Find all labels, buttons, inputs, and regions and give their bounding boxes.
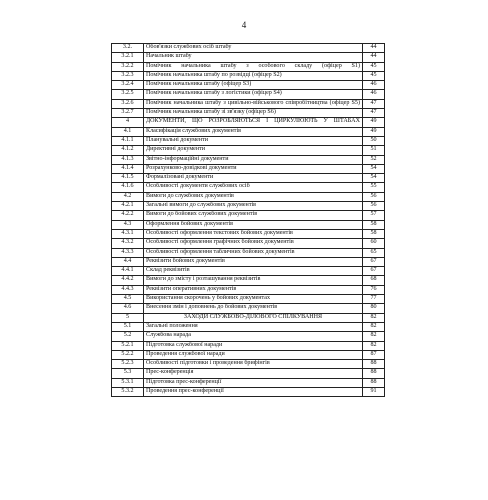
toc-row	[112, 109, 385, 118]
section-number: 3.2.4	[112, 81, 144, 90]
toc-row	[112, 220, 385, 229]
section-number: 4.1.3	[112, 155, 144, 164]
section-title: Помічник начальника штабу з цивільно-військового співробітництва (офіцер S5)	[144, 99, 363, 108]
page-ref: 80	[363, 304, 385, 313]
page-ref: 67	[363, 267, 385, 276]
section-number: 4.2	[112, 192, 144, 201]
section-number: 4.2.1	[112, 202, 144, 211]
section-title: Помічник начальника штабу (офіцер S3)	[144, 81, 363, 90]
page-ref: 44	[363, 44, 385, 53]
toc-row	[112, 174, 385, 183]
page-ref: 56	[363, 202, 385, 211]
toc-row	[112, 71, 385, 80]
section-title: Внесення змін і доповнень до бойових документів	[144, 304, 363, 313]
section-number: 4.1.1	[112, 136, 144, 145]
section-number: 5.1	[112, 322, 144, 331]
section-number: 5.2.2	[112, 350, 144, 359]
page-ref: 82	[363, 332, 385, 341]
table-of-contents	[111, 43, 385, 397]
section-number: 4.6	[112, 304, 144, 313]
page-ref: 65	[363, 248, 385, 257]
toc-row	[112, 304, 385, 313]
section-title: Службова нарада	[144, 332, 363, 341]
page-ref: 51	[363, 146, 385, 155]
page-ref: 88	[363, 369, 385, 378]
toc-row	[112, 53, 385, 62]
toc-row	[112, 164, 385, 173]
section-number: 3.2.3	[112, 71, 144, 80]
section-title: ЗАХОДИ СЛУЖБОВО-ДІЛОВОГО СПІЛКУВАННЯ	[144, 313, 363, 322]
page-ref: 67	[363, 257, 385, 266]
section-number: 4.5	[112, 295, 144, 304]
section-number: 3.2.5	[112, 90, 144, 99]
section-number: 3.2.2	[112, 62, 144, 71]
section-number: 4.3.1	[112, 229, 144, 238]
section-title: Реквізити оперативних документів	[144, 285, 363, 294]
page-ref: 88	[363, 360, 385, 369]
page-ref: 68	[363, 276, 385, 285]
section-title: Підготовка службової наради	[144, 341, 363, 350]
page-number: 4	[241, 20, 247, 30]
section-number: 5.3	[112, 369, 144, 378]
section-number: 4.3.3	[112, 248, 144, 257]
section-title: Помічник начальника штабу по розвідці (офіцер S2)	[144, 71, 363, 80]
toc-row	[112, 285, 385, 294]
toc-row	[112, 350, 385, 359]
section-title: Вимоги до змісту і розташування реквізитів	[144, 276, 363, 285]
toc-row	[112, 146, 385, 155]
section-number: 3.2.6	[112, 99, 144, 108]
page-ref: 52	[363, 155, 385, 164]
page-ref: 45	[363, 62, 385, 71]
page-ref: 54	[363, 164, 385, 173]
section-title: Вимоги до службових документів	[144, 192, 363, 201]
section-title: Помічник начальника штабу зі зв'язку (офіцер S6)	[144, 109, 363, 118]
toc-row	[112, 257, 385, 266]
section-number: 4.3	[112, 220, 144, 229]
page-ref: 88	[363, 378, 385, 387]
page-ref: 60	[363, 239, 385, 248]
page-ref: 46	[363, 81, 385, 90]
page-ref: 46	[363, 90, 385, 99]
page-ref: 87	[363, 350, 385, 359]
section-number: 4.1.2	[112, 146, 144, 155]
page-ref: 91	[363, 387, 385, 396]
section-number: 4.4.2	[112, 276, 144, 285]
section-number: 5.3.1	[112, 378, 144, 387]
section-title: Формалізовані документи	[144, 174, 363, 183]
toc-row	[112, 341, 385, 350]
toc-row	[112, 136, 385, 145]
section-title: Проведення службової наради	[144, 350, 363, 359]
page-ref: 49	[363, 127, 385, 136]
section-title: Помічник начальника штабу з особового складу (офіцер S1)	[144, 62, 363, 71]
section-number: 3.2.	[112, 44, 144, 53]
section-title: Підготовка прес-конференції	[144, 378, 363, 387]
toc-row	[112, 118, 385, 127]
section-number: 5.2.3	[112, 360, 144, 369]
toc-row	[112, 360, 385, 369]
toc-row	[112, 332, 385, 341]
section-title: Обов'язки службових осіб штабу	[144, 44, 363, 53]
page-ref: 77	[363, 295, 385, 304]
toc-row	[112, 276, 385, 285]
page-ref: 45	[363, 71, 385, 80]
toc-row	[112, 313, 385, 322]
section-title: Особливості оформлення текстових бойових документів	[144, 229, 363, 238]
toc-row	[112, 378, 385, 387]
page-ref: 82	[363, 322, 385, 331]
section-title: Загальні положення	[144, 322, 363, 331]
section-title: Особливості оформлення графічних бойових документів	[144, 239, 363, 248]
page-ref: 58	[363, 220, 385, 229]
page-ref: 58	[363, 229, 385, 238]
toc-row	[112, 44, 385, 53]
section-number: 5.2	[112, 332, 144, 341]
page-ref: 82	[363, 341, 385, 350]
section-title: Планувальні документи	[144, 136, 363, 145]
section-title: Директивні документи	[144, 146, 363, 155]
section-number: 5	[112, 313, 144, 322]
section-number: 4.1.4	[112, 164, 144, 173]
section-number: 4.4.1	[112, 267, 144, 276]
section-title: Загальні вимоги до службових документів	[144, 202, 363, 211]
page-ref: 55	[363, 183, 385, 192]
section-title: Проведення прес-конференції	[144, 387, 363, 396]
section-number: 4.1.6	[112, 183, 144, 192]
page-ref: 44	[363, 53, 385, 62]
toc-row	[112, 295, 385, 304]
section-number: 4.2.2	[112, 211, 144, 220]
toc-row	[112, 267, 385, 276]
section-title: Особливості документи службових осіб	[144, 183, 363, 192]
section-title: Використання скорочень у бойових документах	[144, 295, 363, 304]
toc-row	[112, 387, 385, 396]
section-title: Особливості оформлення табличних бойових документів	[144, 248, 363, 257]
page-ref: 47	[363, 109, 385, 118]
section-number: 5.2.1	[112, 341, 144, 350]
section-number: 3.2.7	[112, 109, 144, 118]
section-title: Прес-конференція	[144, 369, 363, 378]
toc-row	[112, 183, 385, 192]
toc-row	[112, 239, 385, 248]
section-number: 3.2.1	[112, 53, 144, 62]
section-title: Помічник начальника штабу з логістики (офіцер S4)	[144, 90, 363, 99]
page-ref: 47	[363, 99, 385, 108]
toc-row	[112, 229, 385, 238]
page-ref: 50	[363, 136, 385, 145]
toc-row	[112, 211, 385, 220]
section-title: Реквізити бойових документів	[144, 257, 363, 266]
toc-row	[112, 90, 385, 99]
page-ref: 76	[363, 285, 385, 294]
section-title: Вимоги до бойових службових документів	[144, 211, 363, 220]
page-ref: 57	[363, 211, 385, 220]
toc-row	[112, 62, 385, 71]
page-ref: 49	[363, 118, 385, 127]
section-title: Звітно-інформаційні документи	[144, 155, 363, 164]
toc-row	[112, 127, 385, 136]
toc-row	[112, 202, 385, 211]
section-number: 4.4.3	[112, 285, 144, 294]
page-ref: 56	[363, 192, 385, 201]
section-title: Особливості підготовки і проведення брифінгів	[144, 360, 363, 369]
page-ref: 54	[363, 174, 385, 183]
toc-row	[112, 248, 385, 257]
toc-row	[112, 192, 385, 201]
section-title: Розрахунково-довідкові документи	[144, 164, 363, 173]
section-number: 5.3.2	[112, 387, 144, 396]
section-title: Класифікація службових документів	[144, 127, 363, 136]
section-title: ДОКУМЕНТИ, ЩО РОЗРОБЛЯЮТЬСЯ І ЦИРКУЛЮЮТЬ У ШТАБАХ	[144, 118, 363, 127]
section-number: 4	[112, 118, 144, 127]
section-title: Оформлення бойових документів	[144, 220, 363, 229]
section-number: 4.4	[112, 257, 144, 266]
toc-row	[112, 99, 385, 108]
toc-row	[112, 81, 385, 90]
toc-row	[112, 155, 385, 164]
section-number: 4.1	[112, 127, 144, 136]
toc-row	[112, 369, 385, 378]
section-number: 4.1.5	[112, 174, 144, 183]
section-title: Начальник штабу	[144, 53, 363, 62]
section-title: Склад реквізитів	[144, 267, 363, 276]
page-ref: 82	[363, 313, 385, 322]
section-number: 4.3.2	[112, 239, 144, 248]
toc-row	[112, 322, 385, 331]
